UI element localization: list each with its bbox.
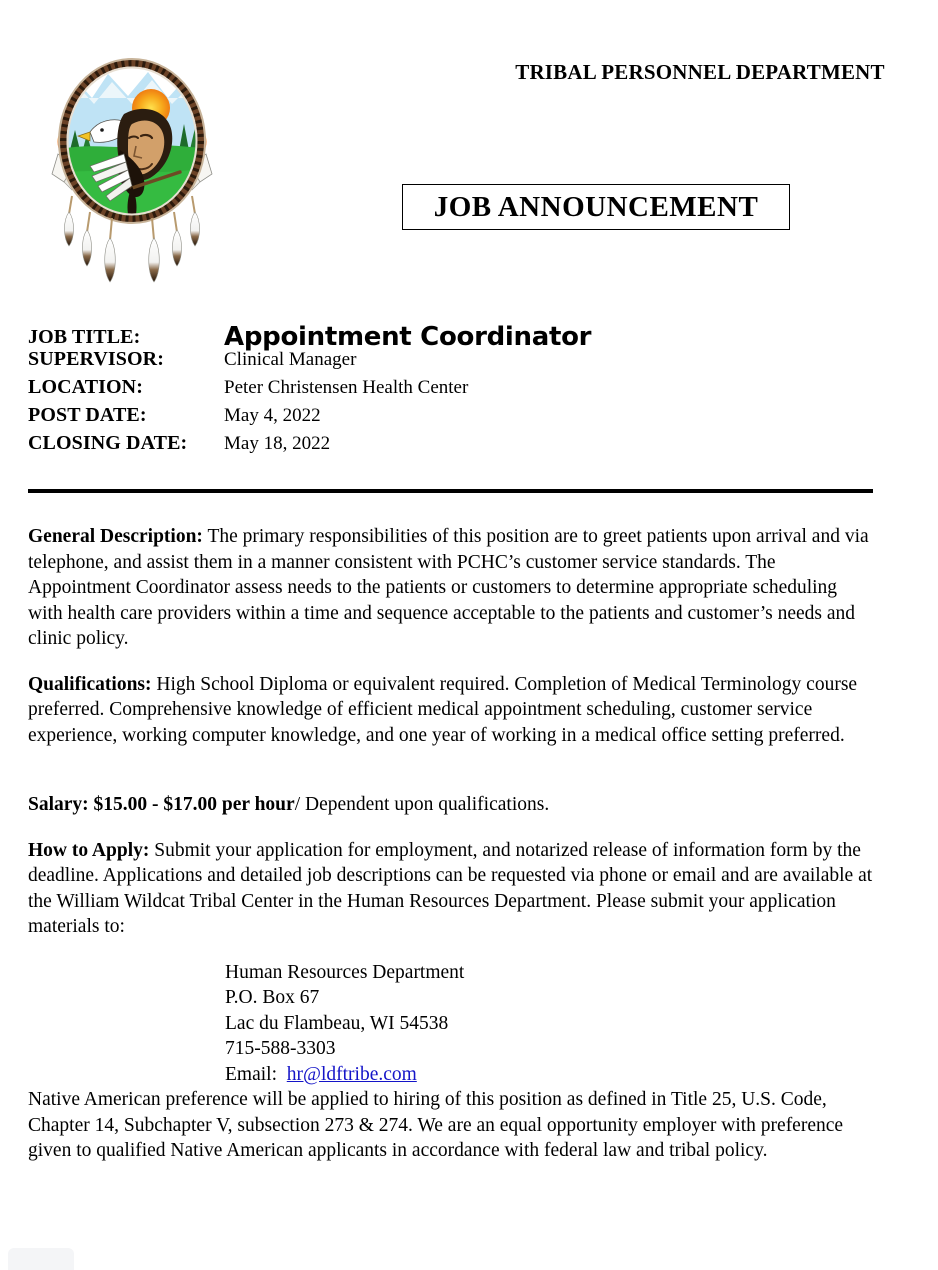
value-post-date: May 4, 2022 xyxy=(224,405,321,426)
label-location: LOCATION: xyxy=(28,376,143,398)
label-post-date: POST DATE: xyxy=(28,404,147,426)
address-line-email xyxy=(225,1062,876,1088)
job-announcement-banner xyxy=(402,184,790,230)
detail-row-supervisor xyxy=(28,348,888,376)
value-closing-date: May 18, 2022 xyxy=(224,433,331,454)
paragraph-qualifications xyxy=(28,672,876,749)
email-label: Email: xyxy=(225,1063,287,1085)
paragraph-spacer xyxy=(28,768,876,792)
text-how-to-apply: Submit your application for employment, and notarized release of information form by the deadline. Applications and detailed job descriptions can be requested via phone or email and are available at the William Wildcat Tribal Center in the Human Resources Department. Please submit your application materials to: xyxy=(28,839,873,937)
address-line-phone: 715-588-3303 xyxy=(225,1038,336,1059)
text-general-description: The primary responsibilities of this position are to greet patients upon arrival and via telephone, and assist them in a manner consistent with PCHC’s customer service standards. The Appointment Coordinator assess needs to the patients or customers to determine appropriate scheduling with health care providers within a time and sequence acceptable to the patients and customer’s needs and clinic policy. xyxy=(28,526,869,649)
heading-how-to-apply: How to Apply: xyxy=(28,839,150,861)
value-job-title: Appointment Coordinator xyxy=(224,322,592,352)
document-body xyxy=(28,524,876,1184)
detail-row-closing-date xyxy=(28,432,888,460)
bottom-ui-panel-fragment xyxy=(8,1248,74,1270)
job-details-list xyxy=(28,320,888,460)
detail-row-job-title xyxy=(28,320,888,352)
address-line-city-state-zip: Lac du Flambeau, WI 54538 xyxy=(225,1012,449,1034)
text-qualifications: High School Diploma or equivalent required. Completion of Medical Terminology course preferred. Comprehensive knowledge of efficient medical appointment scheduling, customer service experience, working computer knowledge, and one year of working in a medical office setting preferred. xyxy=(28,673,858,746)
detail-row-post-date xyxy=(28,404,888,432)
tribal-seal-svg xyxy=(28,46,236,296)
heading-general-description: General Description: xyxy=(28,526,203,547)
label-job-title: JOB TITLE: xyxy=(28,326,141,348)
heading-salary: Salary: $15.00 - $17.00 per hour xyxy=(28,794,295,815)
text-salary: / Dependent upon qualifications. xyxy=(294,794,550,815)
paragraph-how-to-apply xyxy=(28,838,876,940)
value-supervisor: Clinical Manager xyxy=(224,349,357,370)
label-supervisor: SUPERVISOR: xyxy=(28,348,164,370)
department-title: TRIBAL PERSONNEL DEPARTMENT xyxy=(515,60,885,84)
contact-address-block xyxy=(28,960,876,1088)
horizontal-rule xyxy=(28,489,873,493)
address-line-department: Human Resources Department xyxy=(225,961,465,983)
paragraph-general-description xyxy=(28,524,876,652)
value-location: Peter Christensen Health Center xyxy=(224,377,469,398)
email-link[interactable]: hr@ldftribe.com xyxy=(286,1063,417,1085)
address-line-po-box: P.O. Box 67 xyxy=(225,987,320,1008)
job-announcement-label: JOB ANNOUNCEMENT xyxy=(433,190,759,223)
paragraph-salary xyxy=(28,792,876,818)
heading-qualifications: Qualifications: xyxy=(28,673,152,695)
detail-row-location xyxy=(28,376,888,404)
tribal-seal-logo xyxy=(28,46,236,296)
paragraph-preference-notice: Native American preference will be applied to hiring of this position as defined in Title 25, U.S. Code, Chapter 14, Subchapter V, subsection 273 & 274. We are an equal opportunity employer with preference given to qualified Native American applicants in accordance with federal law and tribal policy. xyxy=(28,1089,844,1161)
label-closing-date: CLOSING DATE: xyxy=(28,432,188,454)
